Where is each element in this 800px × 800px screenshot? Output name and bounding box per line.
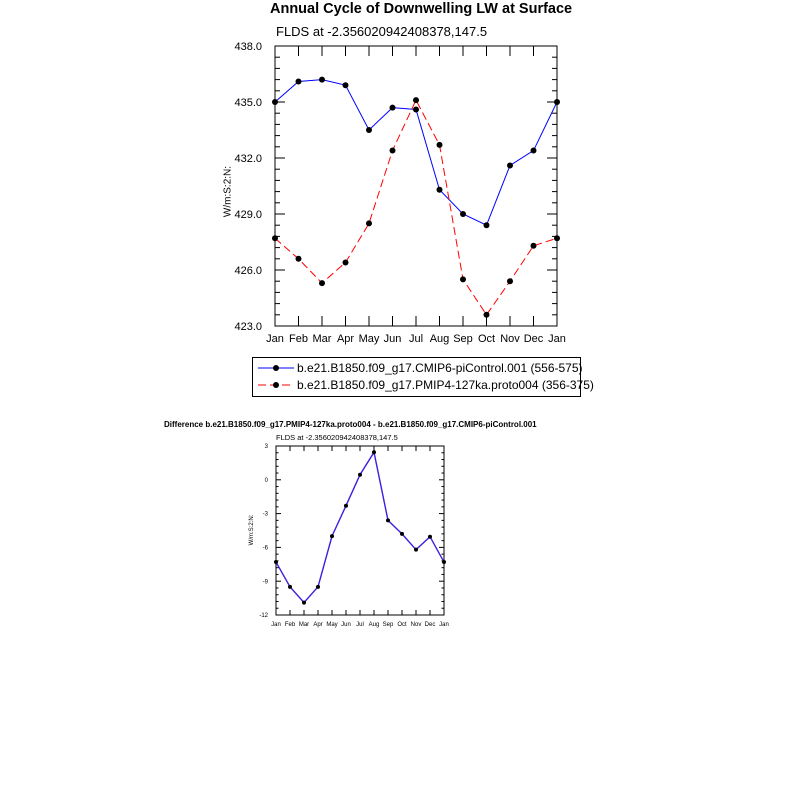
y-axis-label: W/m:S:2:N: [222, 165, 234, 218]
y-tick-label: 435.0 [234, 96, 262, 109]
x-tick-label: Nov [500, 333, 520, 345]
diff-data-point [330, 534, 334, 538]
data-point [366, 127, 372, 133]
diff-x-tick-label: Oct [397, 622, 407, 628]
y-tick-label: 438.0 [234, 40, 262, 53]
diff-data-point [288, 585, 292, 589]
diff-chart-title: Difference b.e21.B1850.f09_g17.PMIP4-127ka.proto004 - b.e21.B1850.f09_g17.CMIP6-piControl.001 [164, 420, 537, 429]
diff-chart-subtitle: FLDS at -2.356020942408378,147.5 [276, 433, 398, 442]
diff-x-tick-label: Nov [410, 622, 422, 628]
data-point [437, 187, 443, 193]
diff-data-point [386, 518, 390, 522]
legend-marker-1 [273, 382, 279, 388]
diff-x-tick-label: May [326, 622, 338, 628]
series-line-1 [275, 100, 557, 315]
diff-y-tick-label: -6 [262, 545, 268, 552]
diff-x-tick-label: Jan [439, 622, 449, 628]
data-point [272, 99, 278, 105]
diff-y-axis-label: W/m:S:2:N: [249, 514, 255, 546]
diff-data-point [442, 560, 446, 564]
diff-data-point [316, 585, 320, 589]
diff-x-tick-label: Aug [368, 622, 380, 628]
data-point [531, 148, 537, 154]
data-point [390, 105, 396, 111]
diff-x-tick-label: Mar [298, 622, 310, 628]
x-tick-label: Feb [289, 333, 308, 345]
legend-marker-0 [273, 365, 279, 371]
diff-x-tick-label: Jun [341, 622, 351, 628]
chart-title: Annual Cycle of Downwelling LW at Surface [270, 1, 573, 17]
data-point [413, 106, 419, 112]
data-point [413, 97, 419, 103]
diff-data-point [344, 504, 348, 508]
data-point [319, 280, 325, 286]
x-tick-label: Mar [312, 333, 332, 345]
diff-plot-frame [276, 446, 444, 615]
y-tick-label: 432.0 [234, 152, 262, 165]
data-point [296, 78, 302, 84]
x-tick-label: Aug [429, 333, 450, 345]
data-point [343, 260, 349, 266]
diff-data-point [428, 535, 432, 539]
diff-x-tick-label: Feb [284, 622, 296, 628]
x-tick-label: Jan [266, 333, 284, 345]
y-tick-label: 426.0 [234, 264, 262, 277]
data-point [507, 162, 513, 168]
x-tick-label: Jun [383, 333, 402, 345]
x-tick-label: Oct [477, 333, 496, 345]
diff-x-tick-label: Jul [356, 622, 364, 628]
diff-data-point [358, 473, 362, 477]
diff-x-tick-label: Dec [424, 622, 436, 628]
x-tick-label: Apr [336, 333, 355, 345]
data-point [554, 235, 560, 241]
x-tick-label: Dec [523, 333, 544, 345]
diff-y-tick-label: -12 [259, 613, 268, 620]
diff-y-tick-label: -9 [262, 579, 268, 586]
data-point [437, 142, 443, 148]
data-point [507, 278, 513, 284]
data-point [484, 312, 490, 318]
x-tick-label: Jan [548, 333, 566, 345]
diff-x-tick-label: Apr [313, 622, 323, 628]
diff-x-tick-label: Jan [271, 622, 281, 628]
diff-x-tick-label: Sep [382, 622, 394, 628]
diff-data-point [302, 601, 306, 605]
data-point [366, 220, 372, 226]
x-tick-label: Sep [453, 333, 473, 345]
diff-y-tick-label: -3 [262, 511, 268, 518]
data-point [343, 82, 349, 88]
x-tick-label: Jul [408, 333, 424, 345]
diff-data-point [274, 560, 278, 564]
data-point [460, 276, 466, 282]
data-point [390, 148, 396, 154]
diff-y-tick-label: 3 [264, 444, 268, 451]
diff-data-point [414, 548, 418, 552]
data-point [272, 235, 278, 241]
y-tick-label: 429.0 [234, 208, 262, 221]
plot-frame [275, 46, 557, 326]
diff-y-tick-label: 0 [264, 477, 268, 484]
legend-entry-pmip4: b.e21.B1850.f09_g17.PMIP4-127ka.proto004 (356-375) [297, 378, 594, 392]
data-point [296, 256, 302, 262]
y-tick-label: 423.0 [234, 320, 262, 333]
diff-data-point [372, 450, 376, 454]
chart-subtitle: FLDS at -2.356020942408378,147.5 [276, 24, 488, 39]
x-tick-label: May [358, 333, 380, 345]
legend-entry-control: b.e21.B1850.f09_g17.CMIP6-piControl.001 (556-575) [297, 361, 583, 375]
data-point [531, 243, 537, 249]
diff-data-point [400, 532, 404, 536]
data-point [484, 222, 490, 228]
data-point [554, 99, 560, 105]
data-point [460, 211, 466, 217]
data-point [319, 77, 325, 83]
